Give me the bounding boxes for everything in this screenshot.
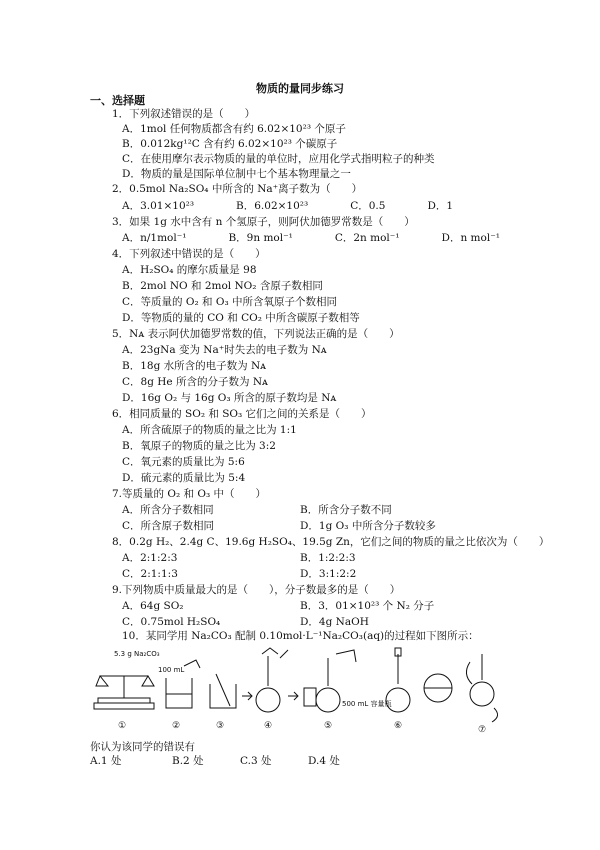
option-5c: C．8g He 所含的分子数为 Nᴀ: [122, 376, 268, 388]
options-3: A．n/1mol⁻¹ B．9n mol⁻¹ C．2n mol⁻¹ D．n mol⁻¹: [122, 232, 500, 244]
step-2-label: ②: [172, 721, 181, 731]
section-heading: 一、选择题: [90, 94, 145, 107]
step-1-label: ①: [118, 721, 127, 731]
option-6d: D．硫元素的质量比为 5:4: [122, 472, 246, 484]
option-7b: B．所含分子数不同: [300, 504, 392, 516]
figure-label-mass: 5.3 g Na₂CO₃: [114, 650, 160, 658]
option-1a: A．1mol 任何物质都含有约 6.02×10²³ 个原子: [122, 123, 346, 135]
option-10c: C.3 处: [240, 755, 272, 767]
question-2: 2．0.5mol Na₂SO₄ 中所含的 Na⁺离子数为（ ）: [112, 183, 363, 195]
option-8c: C．2:1:1:3: [122, 568, 178, 580]
question-9: 9.下列物质中质量最大的是（ ），分子数最多的是（ ）: [112, 584, 401, 596]
question-1: 1．下列叙述错误的是（ ）: [112, 108, 256, 120]
option-10d: D.4 处: [308, 755, 340, 767]
figure-label-beaker: 100 mL: [158, 666, 185, 674]
option-5a: A．23gNa 变为 Na⁺时失去的电子数为 Nᴀ: [122, 344, 327, 356]
option-6c: C．氧元素的质量比为 5:6: [122, 456, 245, 468]
step-3-label: ③: [216, 721, 225, 731]
option-4b: B．2mol NO 和 2mol NO₂ 含原子数相同: [122, 280, 323, 292]
question-4: 4．下列叙述中错误的是（ ）: [112, 248, 266, 260]
option-10a: A.1 处: [90, 755, 122, 767]
options-2: A．3.01×10²³ B．6.02×10²³ C．0.5 D．1: [122, 200, 454, 212]
question-3: 3．如果 1g 水中含有 n 个氢原子，则阿伏加德罗常数是（ ）: [112, 216, 415, 228]
reagent-bottle-icon: [304, 688, 316, 706]
option-8b: B．1:2:2:3: [300, 552, 356, 564]
figure-label-flask: 500 mL 容量瓶: [342, 700, 392, 708]
page-title: 物质的量同步练习: [256, 82, 344, 95]
option-6a: A．所含硫原子的物质的量之比为 1:1: [122, 424, 297, 436]
option-10b: B.2 处: [172, 755, 204, 767]
shaking-flask-icon: [466, 654, 497, 722]
option-6b: B．氧原子的物质的量之比为 3:2: [122, 440, 276, 452]
option-8a: A．2:1:2:3: [122, 552, 178, 564]
question-8: 8．0.2g H₂、2.4g C、19.6g H₂SO₄、19.5g Zn，它们之间的物质的量之比依次为（ ）: [112, 536, 550, 548]
option-7d: D．1g O₃ 中所含分子数较多: [300, 520, 436, 532]
option-7c: C．所含原子数相同: [122, 520, 215, 532]
step-4-label: ④: [264, 721, 273, 731]
option-9a: A．64g SO₂: [122, 600, 184, 612]
option-5d: D．16g O₂ 与 16g O₃ 所含的原子数均是 Nᴀ: [122, 392, 337, 404]
option-4c: C．等质量的 O₂ 和 O₃ 中所含氧原子个数相同: [122, 296, 338, 308]
question-10: 10．某同学用 Na₂CO₃ 配制 0.10mol·L⁻¹Na₂CO₃(aq)的过程如下图所示：: [122, 630, 479, 642]
step-5-label: ⑤: [324, 721, 333, 731]
option-4a: A．H₂SO₄ 的摩尔质量是 98: [122, 264, 257, 276]
option-1b: B．0.012kg¹²C 含有约 6.02×10²³ 个碳原子: [122, 138, 338, 150]
option-4d: D．等物质的量的 CO 和 CO₂ 中所含碳原子数相等: [122, 312, 360, 324]
balance-icon: [94, 676, 154, 709]
question-5: 5．Nᴀ 表示阿伏加德罗常数的值，下列说法正确的是（ ）: [112, 328, 400, 340]
volumetric-flask-icon: [256, 648, 288, 712]
error-question: 你认为该同学的错误有: [90, 741, 195, 753]
step-6-label: ⑥: [394, 721, 403, 731]
step-7-label: ⑦: [478, 725, 487, 735]
option-9d: D．4g NaOH: [300, 616, 369, 628]
option-8d: D．3:1:2:2: [300, 568, 357, 580]
option-7a: A．所含分子数相同: [122, 504, 214, 516]
option-9c: C．0.75mol H₂SO₄: [122, 616, 221, 628]
option-1c: C．在使用摩尔表示物质的量的单位时，应用化学式指明粒子的种类: [122, 153, 435, 165]
option-5b: B．18g 水所含的电子数为 Nᴀ: [122, 360, 267, 372]
question-7: 7.等质量的 O₂ 和 O₃ 中（ ）: [112, 488, 267, 500]
stirring-beaker-icon: [210, 674, 236, 708]
solution-preparation-figure: [92, 644, 502, 736]
question-6: 6．相同质量的 SO₂ 和 SO₃ 它们之间的关系是（ ）: [112, 408, 372, 420]
option-1d: D．物质的量是国际单位制中七个基本物理量之一: [122, 168, 351, 180]
option-9b: B．3．01×10²³ 个 N₂ 分子: [300, 600, 435, 612]
